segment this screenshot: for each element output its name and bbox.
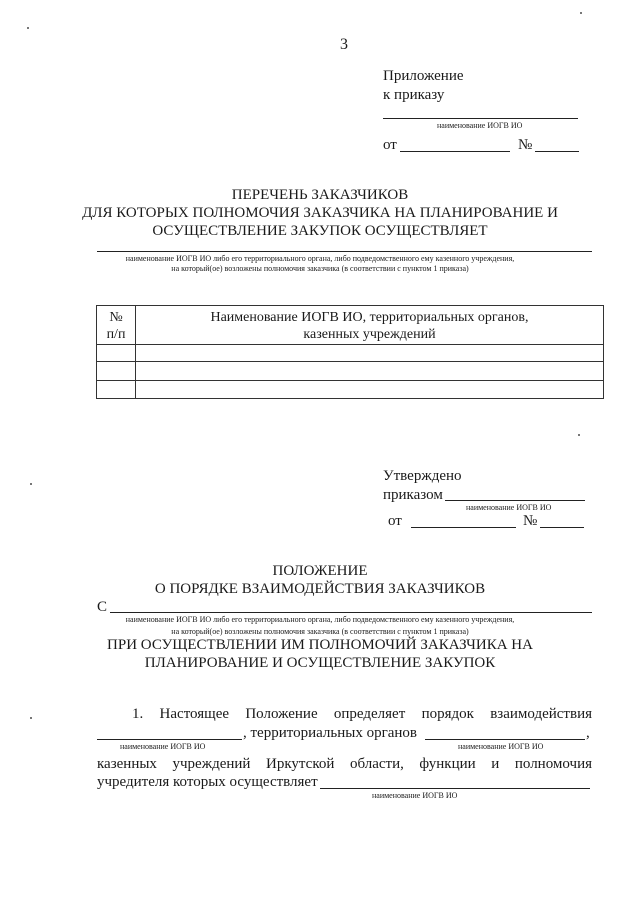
paragraph-caption-left: наименование ИОГВ ИО <box>120 742 206 751</box>
table-row <box>97 345 604 362</box>
paragraph-comma: , <box>586 725 590 741</box>
table-cell <box>97 345 136 362</box>
header-number-line1: № <box>109 310 123 325</box>
list-heading-3: ОСУЩЕСТВЛЕНИЕ ЗАКУПОК ОСУЩЕСТВЛЯЕТ <box>152 223 488 239</box>
scan-speck <box>30 717 32 719</box>
approved-caption: наименование ИОГВ ИО <box>466 503 552 512</box>
appendix-order-line <box>383 118 578 119</box>
approved-order-line <box>445 500 585 501</box>
paragraph-caption-bottom: наименование ИОГВ ИО <box>372 791 458 800</box>
list-heading-caption-2: на который(ое) возложены полномочия заказчика (в соответствии с пунктом 1 приказа) <box>171 264 469 273</box>
scan-speck <box>27 27 29 29</box>
header-number-line2: п/п <box>106 327 126 342</box>
paragraph-fill-line-left <box>97 739 242 740</box>
header-number-cell <box>97 306 136 345</box>
list-heading-1: ПЕРЕЧЕНЬ ЗАКАЗЧИКОВ <box>231 187 409 203</box>
paragraph-fill-line-bottom <box>320 788 590 789</box>
regulation-caption-1: наименование ИОГВ ИО либо его территориального органа, либо подведомственного ему казенного учреждения, <box>125 615 515 624</box>
regulation-caption-2: на который(ое) возложены полномочия заказчика (в соответствии с пунктом 1 приказа) <box>171 627 469 636</box>
approved-by-order: приказом <box>383 487 443 503</box>
paragraph-line-4: учредителя которых осуществляет <box>97 774 318 790</box>
appendix-date-line <box>400 151 510 152</box>
regulation-heading-3: ПРИ ОСУЩЕСТВЛЕНИИ ИМ ПОЛНОМОЧИЙ ЗАКАЗЧИКА НА <box>107 637 533 653</box>
regulation-heading-1: ПОЛОЖЕНИЕ <box>272 563 368 579</box>
appendix-to-order: к приказу <box>383 87 445 103</box>
regulation-fill-line <box>110 612 592 613</box>
list-heading-2: ДЛЯ КОТОРЫХ ПОЛНОМОЧИЯ ЗАКАЗЧИКА НА ПЛАНИРОВАНИЕ И <box>82 205 558 221</box>
appendix-caption: наименование ИОГВ ИО <box>437 121 523 130</box>
paragraph-caption-right: наименование ИОГВ ИО <box>458 742 544 751</box>
list-heading-caption-1: наименование ИОГВ ИО либо его территориального органа, либо подведомственного ему казенного учреждения, <box>125 254 515 263</box>
scan-speck <box>578 434 580 436</box>
table-cell <box>97 362 136 381</box>
paragraph-mid-text: , территориальных органов <box>243 725 418 741</box>
header-name-cell <box>136 306 604 345</box>
scan-speck <box>30 483 32 485</box>
header-name-line1: Наименование ИОГВ ИО, территориальных органов, <box>210 310 529 325</box>
regulation-heading-2: О ПОРЯДКЕ ВЗАИМОДЕЙСТВИЯ ЗАКАЗЧИКОВ <box>154 581 486 597</box>
approved-number-line <box>540 527 584 528</box>
scan-speck <box>580 12 582 14</box>
appendix-title: Приложение <box>383 68 464 84</box>
table-cell <box>136 362 604 381</box>
paragraph-line-1: 1. Настоящее Положение определяет порядок взаимодействия <box>132 706 592 722</box>
header-name-line2: казенных учреждений <box>303 327 436 342</box>
appendix-number-sign: № <box>518 137 533 153</box>
page-number: 3 <box>340 36 348 53</box>
table-row <box>97 362 604 381</box>
approved-number-sign: № <box>523 513 538 529</box>
appendix-number-line <box>535 151 579 152</box>
appendix-from: от <box>383 137 397 153</box>
approved-from: от <box>388 513 402 529</box>
regulation-heading-4: ПЛАНИРОВАНИЕ И ОСУЩЕСТВЛЕНИЕ ЗАКУПОК <box>144 655 496 671</box>
approved-date-line <box>411 527 516 528</box>
customers-table <box>96 305 604 399</box>
table-cell <box>136 345 604 362</box>
list-heading-fill-line <box>97 251 592 252</box>
table-header-row <box>97 306 604 345</box>
table-cell <box>136 381 604 399</box>
table-row <box>97 381 604 399</box>
regulation-with: С <box>97 599 108 615</box>
table-cell <box>97 381 136 399</box>
paragraph-fill-line-right <box>425 739 585 740</box>
paragraph-line-3: казенных учреждений Иркутской области, функции и полномочия <box>97 756 592 772</box>
approved-title: Утверждено <box>383 468 462 484</box>
